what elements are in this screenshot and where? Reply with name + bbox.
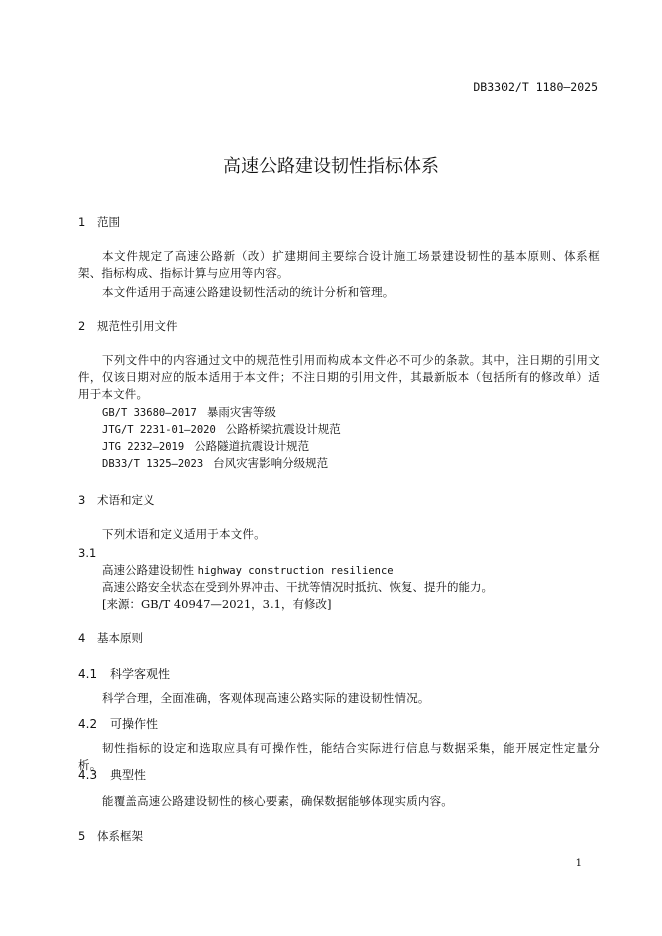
section-number: 3 xyxy=(78,493,86,507)
reference-code: JTG/T 2231-01—2020 xyxy=(102,424,216,436)
subsection-4-1-heading xyxy=(78,666,600,683)
reference-item xyxy=(78,421,624,439)
document-title: 高速公路建设韧性指标体系 xyxy=(223,156,439,177)
section-1-paragraph-1: 本文件规定了高速公路新（改）扩建期间主要综合设计施工场景建设韧性的基本原则、体系框架、指标构成、指标计算与应用等内容。 xyxy=(78,249,600,280)
term-english: highway construction resilience xyxy=(197,565,394,577)
subsection-title: 可操作性 xyxy=(110,717,159,731)
reference-code: GB/T 33680—2017 xyxy=(102,407,197,419)
subsection-4-3-heading xyxy=(78,767,600,784)
section-3-heading xyxy=(78,492,600,509)
section-1-heading xyxy=(78,214,600,231)
subsection-title: 典型性 xyxy=(110,768,147,782)
term-number: 3.1 xyxy=(78,546,97,560)
subsection-4-1-text: 科学合理，全面准确，客观体现高速公路实际的建设韧性情况。 xyxy=(102,691,430,705)
section-number: 5 xyxy=(78,829,86,843)
term-heading xyxy=(78,562,624,580)
section-number: 2 xyxy=(78,319,86,333)
subsection-number: 4.3 xyxy=(78,768,98,782)
section-5-heading xyxy=(78,828,600,845)
subsection-4-2-text: 韧性指标的设定和选取应具有可操作性，能结合实际进行信息与数据采集，能开展定性定量分析。 xyxy=(78,741,600,772)
reference-item xyxy=(78,455,624,473)
reference-code: JTG 2232—2019 xyxy=(102,441,185,453)
subsection-title: 科学客观性 xyxy=(110,667,171,681)
reference-name: 公路桥梁抗震设计规范 xyxy=(225,422,341,436)
section-title: 术语和定义 xyxy=(97,493,155,507)
section-title: 规范性引用文件 xyxy=(97,319,178,333)
subsection-4-3-text: 能覆盖高速公路建设韧性的核心要素，确保数据能够体现实质内容。 xyxy=(102,794,453,808)
section-title: 范围 xyxy=(97,215,120,229)
section-4-heading xyxy=(78,630,600,647)
section-title: 基本原则 xyxy=(97,631,143,645)
term-source: [来源：GB/T 40947—2021，3.1，有修改] xyxy=(102,597,332,611)
section-number: 4 xyxy=(78,631,86,645)
section-2-heading xyxy=(78,318,600,335)
page-number: 1 xyxy=(575,858,582,869)
section-1-paragraph-2: 本文件适用于高速公路建设韧性活动的统计分析和管理。 xyxy=(102,285,395,299)
reference-code: DB33/T 1325—2023 xyxy=(102,458,204,470)
reference-item xyxy=(78,404,624,422)
reference-name: 公路隧道抗震设计规范 xyxy=(194,439,310,453)
reference-name: 台风灾害影响分级规范 xyxy=(213,456,329,470)
document-code: DB3302/T 1180—2025 xyxy=(473,80,598,94)
section-2-paragraph-1: 下列文件中的内容通过文中的规范性引用而构成本文件必不可少的条款。其中，注日期的引用文件，仅该日期对应的版本适用于本文件；不注日期的引用文件，其最新版本（包括所有的修改单）适用于本文件。 xyxy=(78,353,600,401)
section-3-paragraph-1: 下列术语和定义适用于本文件。 xyxy=(102,527,266,541)
term-chinese: 高速公路建设韧性 xyxy=(102,563,194,577)
reference-item xyxy=(78,438,624,456)
subsection-number: 4.1 xyxy=(78,667,98,681)
subsection-number: 4.2 xyxy=(78,717,98,731)
term-definition: 高速公路安全状态在受到外界冲击、干扰等情况时抵抗、恢复、提升的能力。 xyxy=(102,580,493,594)
section-title: 体系框架 xyxy=(97,829,143,843)
section-number: 1 xyxy=(78,215,86,229)
subsection-4-2-heading xyxy=(78,716,600,733)
reference-name: 暴雨灾害等级 xyxy=(206,405,276,419)
